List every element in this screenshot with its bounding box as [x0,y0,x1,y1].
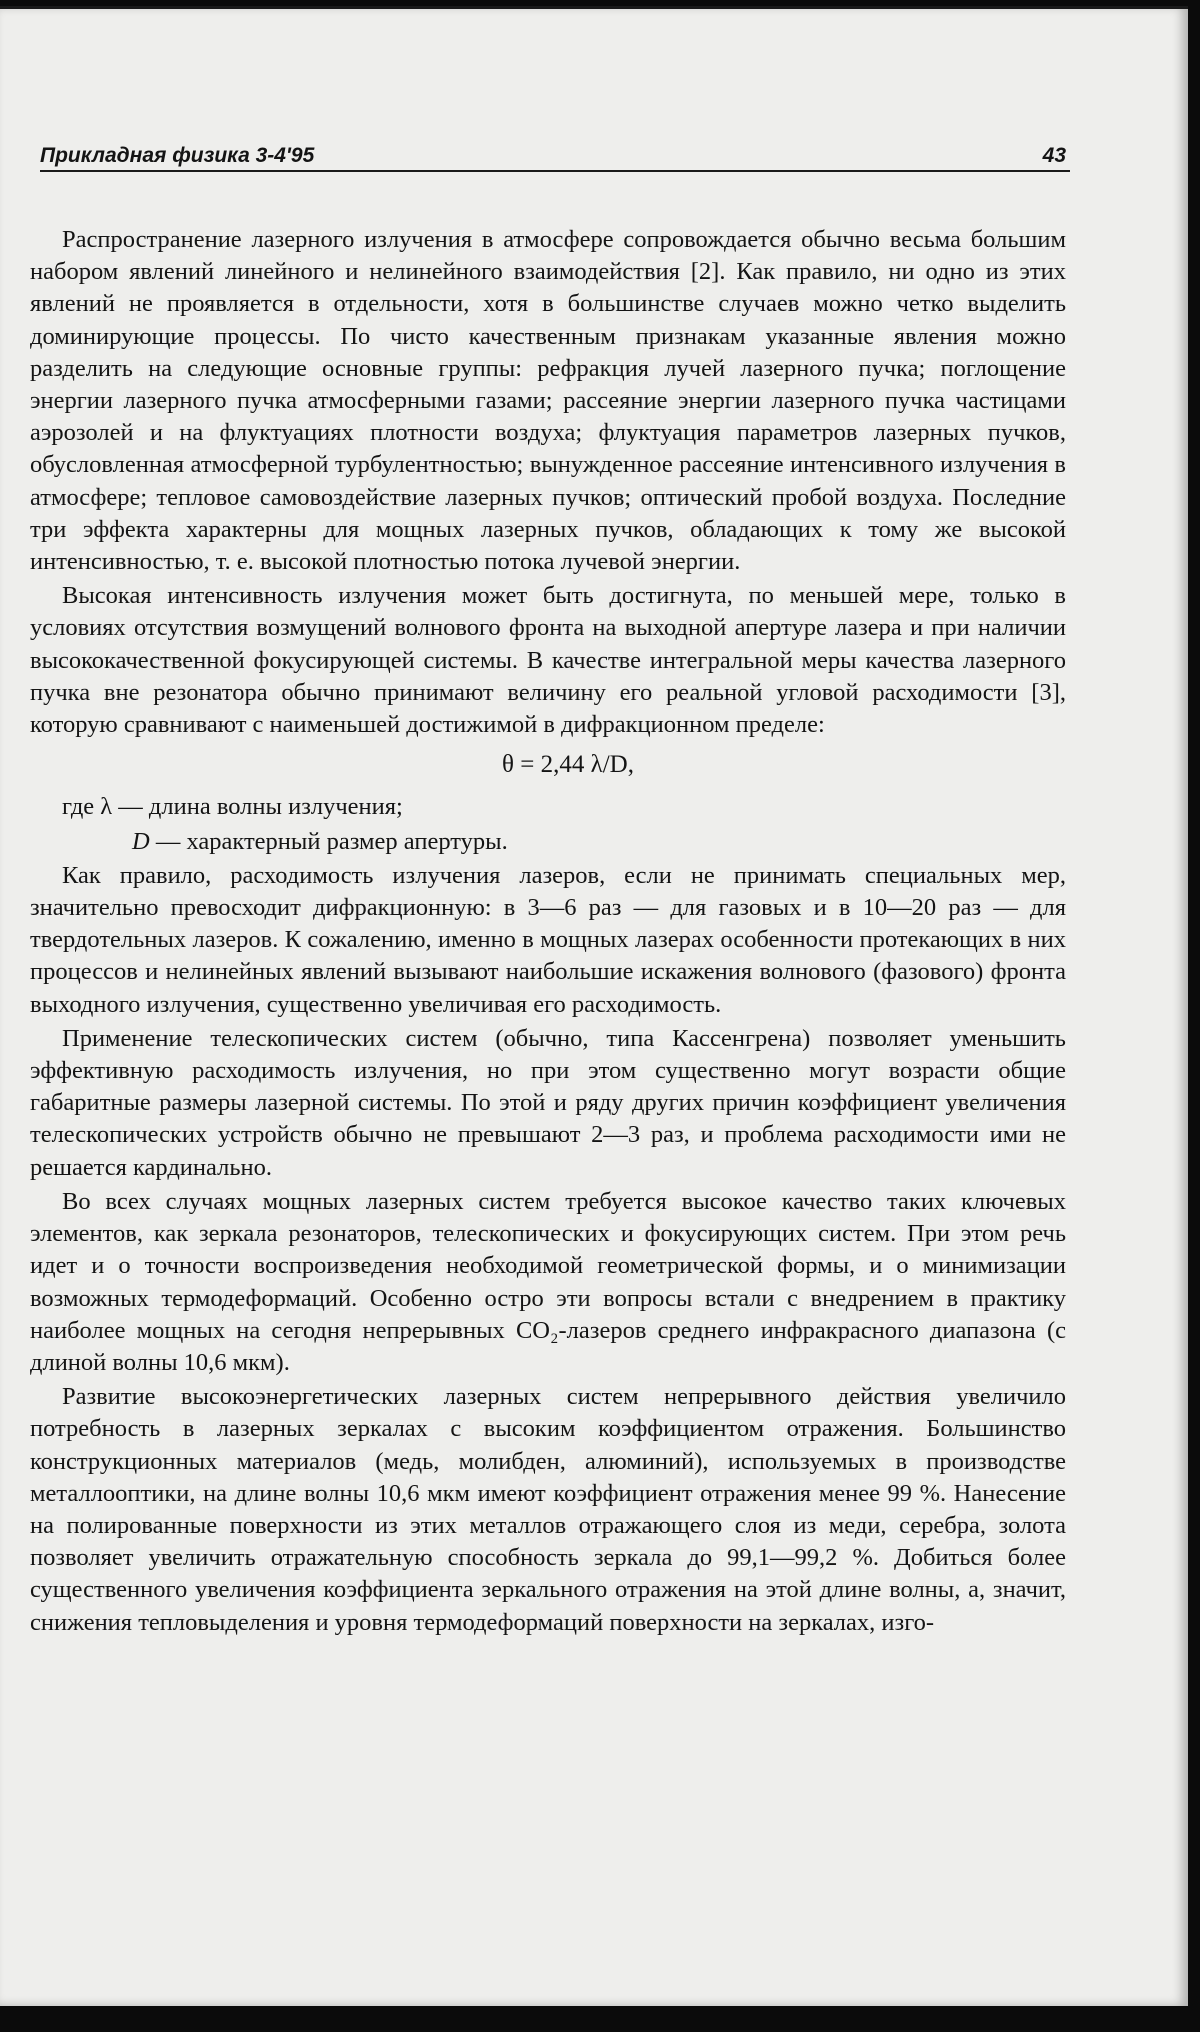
journal-title: Прикладная физика 3-4'95 [40,144,315,167]
body-text [30,224,1066,1641]
paragraph: Как правило, расходимость излучения лазеров, если не принимать специальных мер, значительно превосходит дифракционную: в 3—6 раз — для газовых и в 10—20 раз — для твердотельных лазеров. К сожалению, именно в мощных лазерах особенности протекающих в них процессов и нелинейных явлений вызывают наибольшие искажения волнового (фазового) фронта выходного излучения, существенно увеличивая его расходимость. [30,861,1066,1018]
top-edge-line [0,6,1188,9]
paragraph: Применение телескопических систем (обычно, типа Кассенгрена) позволяет уменьшить эффективную расходимость излучения, но при этом существенно могут возрасти общие габаритные размеры лазерной системы. По этой и ряду других причин коэффициент увеличения телескопических устройств обычно не превышают 2—3 раз, и проблема расходимости ими не решается кардинально. [30,1024,1066,1181]
page-sheet [0,6,1188,2006]
paragraph: Развитие высокоэнергетических лазерных систем непрерывного действия увеличило потребность в лазерных зеркалах с высоким коэффициентом отражения. Большинство конструкционных материалов (медь, молибден, алюминий), используемых в производстве металлооптики, на длине волны 10,6 мкм имеют коэффициент отражения менее 99 %. Нанесение на полированные поверхности из этих металлов отражающего слоя из меди, серебра, золота позволяет увеличить отражательную способность зеркала до 99,1—99,2 %. Добиться более существенного увеличения коэффициента зеркального отражения на этой длине волны, а, значит, снижения тепловыделения и уровня термодеформаций поверхности на зеркалах, изго- [30,1383,1066,1636]
symbol-d: D [132,827,150,855]
where-line-lambda: где λ — длина волны излучения; [62,793,403,821]
paragraph: Распространение лазерного излучения в атмосфере сопровождается обычно весьма большим набором явлений линейного и нелинейного взаимодействия [2]. Как правило, ни одно из этих явлений не проявляется в отдельности, хотя в большинстве случаев можно четко выделить доминирующие процессы. По чисто качественным признакам указанные явления можно разделить на следующие основные группы: рефракция лучей лазерного пучка; поглощение энергии лазерного пучка атмосферными газами; рассеяние энергии лазерного пучка частицами аэрозолей и на флуктуациях плотности воздуха; флуктуация параметров лазерных пучков, обусловленная атмосферной турбулентностью; вынужденное рассеяние интенсивного излучения в атмосфере; тепловое самовоздействие лазерных пучков; оптический пробой воздуха. Последние три эффекта характерны для мощных лазерных пучков, обладающих к тому же высокой интенсивностью, т. е. высокой плотностью потока лучевой энергии. [30,226,1066,576]
page-number: 43 [1042,144,1066,167]
where-line-d-text: — характерный размер апертуры. [149,827,508,855]
where-line-d [30,826,1066,858]
formula: θ = 2,44 λ/D, [502,751,634,779]
paragraph: Во всех случаях мощных лазерных систем требуется высокое качество таких ключевых элементов, как зеркала резонаторов, телескопических и фокусирующих систем. При этом речь идет и о точности воспроизведения необходимой геометрической формы, и о минимизации возможных термодеформаций. Особенно остро эти вопросы встали с внедрением в практику наиболее мощных на сегодня непрерывных CO₂-лазеров среднего инфракрасного диапазона (с длиной волны 10,6 мкм). [30,1187,1066,1376]
paragraph: Высокая интенсивность излучения может быть достигнута, по меньшей мере, только в условиях отсутствия возмущений волнового фронта на выходной апертуре лазера и при наличии высококачественной фокусирующей системы. В качестве интегральной меры качества лазерного пучка вне резонатора обычно принимают величину его реальной угловой расходимости [3], которую сравнивают с наименьшей достижимой в дифракционном пределе: [30,582,1066,739]
running-header [40,138,1070,172]
